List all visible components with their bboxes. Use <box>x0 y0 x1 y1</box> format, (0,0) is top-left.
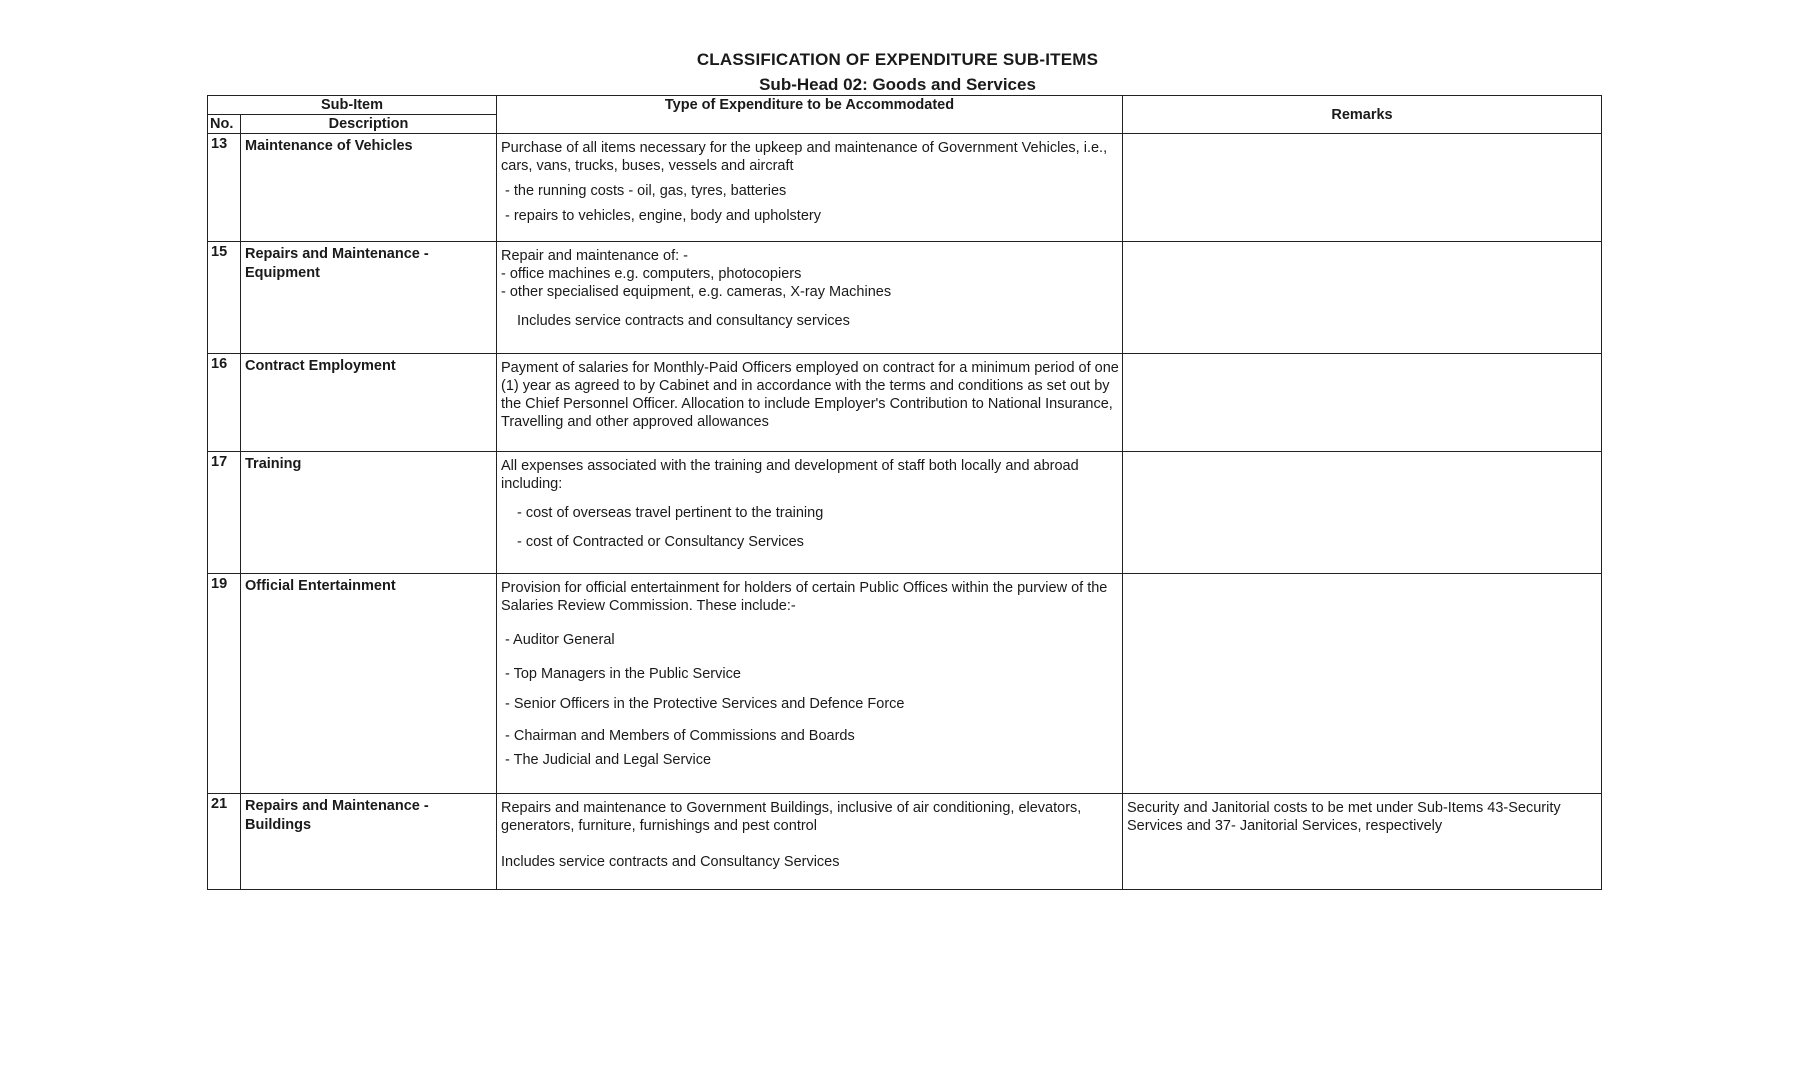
item-remarks <box>1123 354 1602 452</box>
document-subtitle: Sub-Head 02: Goods and Services <box>759 75 1036 94</box>
table-row <box>208 354 1602 452</box>
header-no: No. <box>208 115 241 134</box>
expenditure-table <box>207 95 1602 890</box>
type-line: - Auditor General <box>505 632 615 648</box>
type-line: Repair and maintenance of: - <box>501 248 688 264</box>
table-row <box>208 134 1602 242</box>
item-number: 21 <box>208 794 241 890</box>
item-number: 16 <box>208 354 241 452</box>
item-type <box>497 574 1123 794</box>
header-description: Description <box>241 115 497 134</box>
item-number: 17 <box>208 452 241 574</box>
header-sub-item: Sub-Item <box>208 96 497 115</box>
item-number: 15 <box>208 242 241 354</box>
type-line: - cost of overseas travel pertinent to the training <box>517 505 824 521</box>
type-line: Repairs and maintenance to Government Buildings, inclusive of air conditioning, elevators, generators, furniture, furnishings and pest control <box>501 800 1082 834</box>
item-remarks <box>1123 242 1602 354</box>
type-line: Provision for official entertainment for holders of certain Public Offices within the purview of the Salaries Review Commission. These include:- <box>501 580 1108 614</box>
type-line: - The Judicial and Legal Service <box>505 752 712 768</box>
document-title: CLASSIFICATION OF EXPENDITURE SUB-ITEMS <box>696 50 1099 69</box>
header-remarks: Remarks <box>1123 96 1602 134</box>
item-description: Maintenance of Vehicles <box>241 134 497 242</box>
item-type <box>497 354 1123 452</box>
type-line: - Chairman and Members of Commissions and Boards <box>505 728 855 744</box>
type-line: - Top Managers in the Public Service <box>505 666 741 682</box>
type-line: - Senior Officers in the Protective Services and Defence Force <box>505 696 905 712</box>
type-line: - repairs to vehicles, engine, body and upholstery <box>505 208 821 224</box>
header-type: Type of Expenditure to be Accommodated <box>497 96 1123 134</box>
type-line: Includes service contracts and Consultancy Services <box>501 854 840 870</box>
table-row <box>208 452 1602 574</box>
type-line: Purchase of all items necessary for the upkeep and maintenance of Government Vehicles, i.e., cars, vans, trucks, buses, vessels and aircraft <box>501 140 1108 174</box>
item-type <box>497 794 1123 890</box>
type-line: Includes service contracts and consultancy services <box>517 313 850 329</box>
table-row <box>208 574 1602 794</box>
type-line: - the running costs - oil, gas, tyres, batteries <box>505 183 787 199</box>
item-description: Training <box>241 452 497 574</box>
table-row <box>208 794 1602 890</box>
item-number: 19 <box>208 574 241 794</box>
type-line: - cost of Contracted or Consultancy Services <box>517 534 804 550</box>
item-remarks <box>1123 134 1602 242</box>
item-description: Official Entertainment <box>241 574 497 794</box>
type-line: - other specialised equipment, e.g. cameras, X-ray Machines <box>501 284 892 300</box>
type-line: Payment of salaries for Monthly-Paid Officers employed on contract for a minimum period of one (1) year as agreed to by Cabinet and in accordance with the terms and conditions as set out by the Chief Personnel Officer. Allocation to include Employer's Contribution to National Insurance, Travelling and other approved allowances <box>501 360 1119 430</box>
type-line: All expenses associated with the training and development of staff both locally and abroad including: <box>501 458 1079 492</box>
item-description: Repairs and Maintenance - Equipment <box>241 242 497 354</box>
type-line: - office machines e.g. computers, photocopiers <box>501 266 802 282</box>
item-remarks: Security and Janitorial costs to be met under Sub-Items 43-Security Services and 37- Janitorial Services, respectively <box>1123 794 1602 890</box>
item-remarks <box>1123 452 1602 574</box>
item-remarks <box>1123 574 1602 794</box>
item-type <box>497 134 1123 242</box>
item-description: Repairs and Maintenance - Buildings <box>241 794 497 890</box>
item-description: Contract Employment <box>241 354 497 452</box>
item-type <box>497 452 1123 574</box>
item-type <box>497 242 1123 354</box>
table-row <box>208 242 1602 354</box>
item-number: 13 <box>208 134 241 242</box>
